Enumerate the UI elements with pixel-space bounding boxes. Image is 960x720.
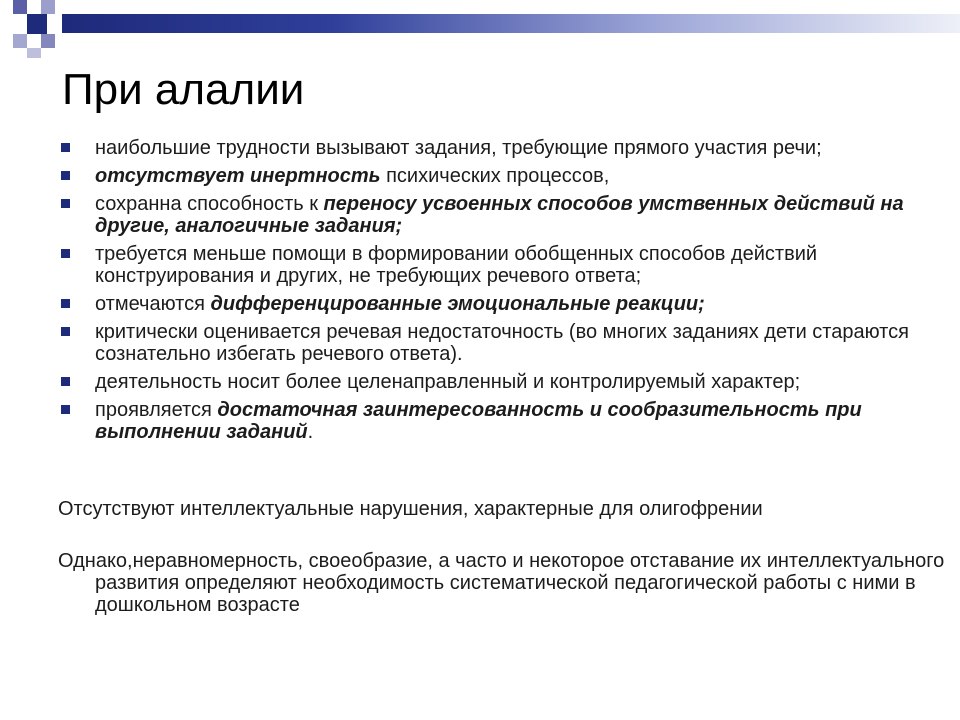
- bullet-text: наибольшие трудности вызывают задания, требующие прямого участия речи;: [95, 137, 822, 159]
- bullet-text: требуется меньше помощи в формировании обобщенных способов действий конструирования и других, не требующих речевого ответа;: [95, 243, 818, 287]
- bullet-text: .: [307, 421, 314, 443]
- square-bullet-icon: [61, 299, 70, 308]
- bullet-text: критически оценивается речевая недостаточность (во многих заданиях дети стараются сознательно избегать речевого ответа).: [95, 321, 909, 365]
- decor-square: [13, 34, 27, 48]
- paragraph-intellect: Отсутствуют интеллектуальные нарушения, характерные для олигофрении: [58, 498, 763, 520]
- bullet-item: [58, 243, 918, 287]
- bullet-item: [58, 371, 918, 393]
- bullet-item: [58, 399, 918, 443]
- square-bullet-icon: [61, 199, 70, 208]
- header-decoration: [0, 0, 960, 60]
- square-bullet-icon: [61, 327, 70, 336]
- decor-square: [41, 34, 55, 48]
- square-bullet-icon: [61, 143, 70, 152]
- bullet-list: [58, 137, 918, 449]
- emphasized-text: достаточная заинтересованность и сообразительность при выполнении заданий: [95, 399, 862, 443]
- slide-title: При алалии: [62, 65, 305, 114]
- paragraph-however: Однако,неравномерность, своеобразие, а часто и некоторое отставание их интеллектуального развития определяют необходимость систематической педагогической работы с ними в дошкольном возрасте: [58, 550, 945, 616]
- bullet-item: [58, 293, 918, 315]
- decor-square: [13, 0, 27, 14]
- square-bullet-icon: [61, 405, 70, 414]
- bullet-text: психических процессов,: [380, 165, 610, 187]
- emphasized-text: дифференцированные эмоциональные реакции;: [210, 293, 705, 315]
- bullet-item: [58, 321, 918, 365]
- bullet-item: [58, 193, 918, 237]
- decor-square: [27, 14, 47, 34]
- decor-square: [41, 0, 55, 14]
- emphasized-text: переносу усвоенных способов умственных действий на другие, аналогичные задания;: [95, 193, 904, 237]
- square-bullet-icon: [61, 377, 70, 386]
- bullet-item: [58, 137, 918, 159]
- decor-square: [27, 48, 41, 58]
- square-bullet-icon: [61, 249, 70, 258]
- bullet-text: проявляется: [95, 399, 218, 421]
- square-bullet-icon: [61, 171, 70, 180]
- emphasized-text: отсутствует инертность: [95, 165, 381, 187]
- bullet-text: сохранна способность к: [95, 193, 324, 215]
- bullet-text: отмечаются: [95, 293, 211, 315]
- header-gradient-bar: [62, 14, 960, 33]
- bullet-item: [58, 165, 918, 187]
- bullet-text: деятельность носит более целенаправленный и контролируемый характер;: [95, 371, 801, 393]
